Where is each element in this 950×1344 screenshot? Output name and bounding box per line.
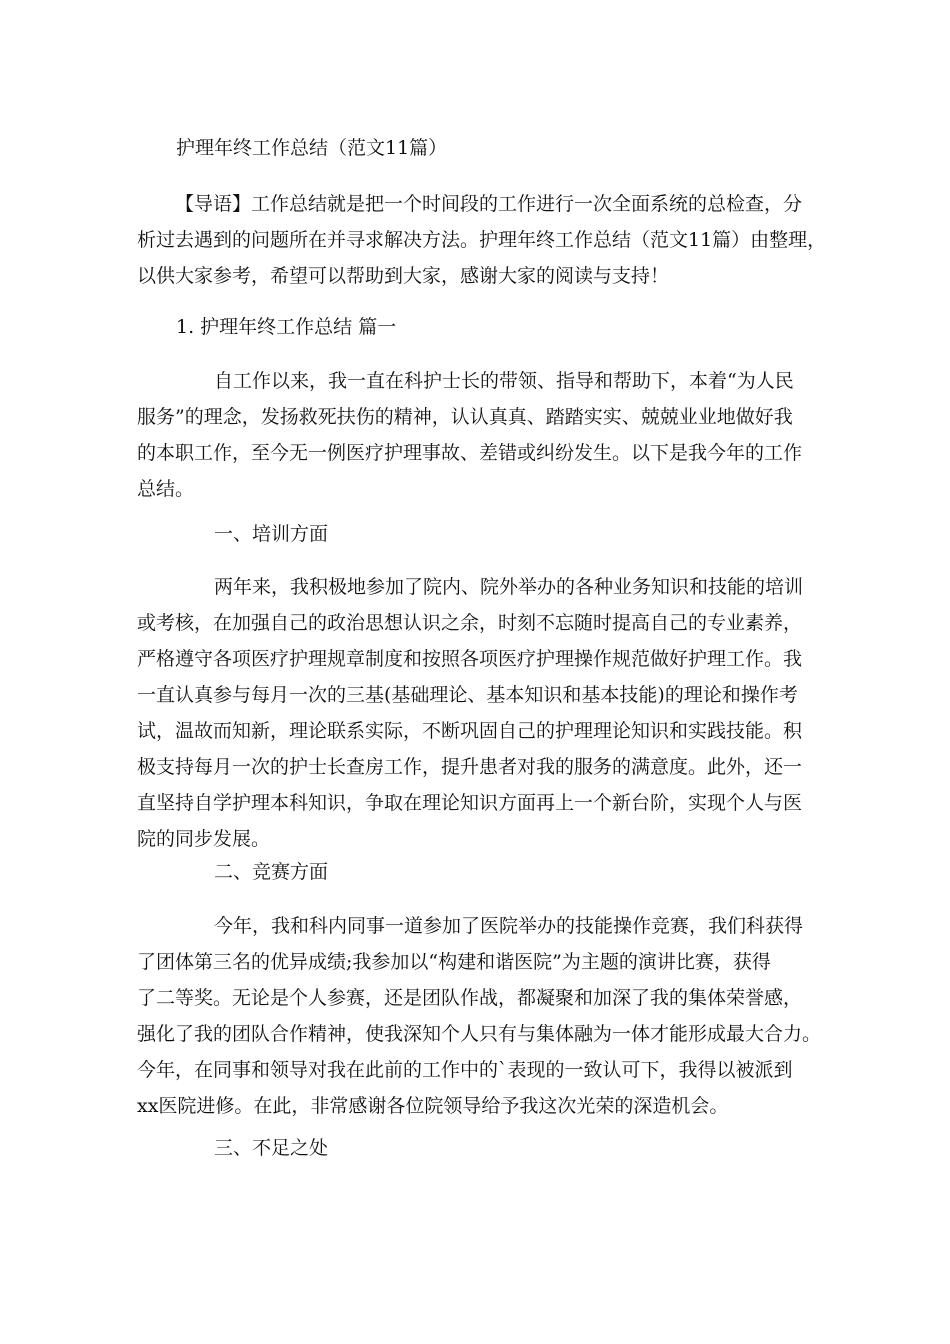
paragraph-line: 今年，我和科内同事一道参加了医院举办的技能操作竞赛，我们科获得 [214,915,804,937]
heading-shortcomings: 三、不足之处 [214,1137,329,1159]
intro-line: 以供大家参考，希望可以帮助到大家，感谢大家的阅读与支持！ [137,265,670,287]
paragraph-line: 直坚持自学护理本科知识，争取在理论知识方面再上一个新台阶，实现个人与医 [137,792,803,814]
heading-training: 一、培训方面 [214,523,329,545]
paragraph-line: 强化了我的团队合作精神，使我深知个人只有与集体融为一体才能形成最大合力。 [137,1023,822,1045]
section-heading: 1. 护理年终工作总结 篇一 [176,316,397,338]
heading-competition: 二、竞赛方面 [214,861,329,883]
paragraph-line: 总结。 [137,478,195,500]
paragraph-line: 自工作以来，我一直在科护士长的带领、指导和帮助下，本着“为人民 [214,370,794,392]
document-title: 护理年终工作总结（范文11篇） [176,137,448,159]
intro-paragraph [137,186,827,294]
paragraph-line: 严格遵守各项医疗护理规章制度和按照各项医疗护理操作规范做好护理工作。我 [137,648,803,670]
paragraph-line: 两年来，我积极地参加了院内、院外举办的各种业务知识和技能的培训 [214,576,804,598]
paragraph-line: 服务”的理念，发扬救死扶伤的精神，认认真真、踏踏实实、兢兢业业地做好我 [137,406,793,428]
paragraph-line: xx医院进修。在此，非常感谢各位院领导给予我这次光荣的深造机会。 [137,1095,729,1117]
paragraph-training [137,569,822,857]
paragraph-line: 一直认真参与每月一次的三基(基础理论、基本知识和基本技能)的理论和操作考 [137,684,798,706]
paragraph-line: 了二等奖。无论是个人参赛，还是团队作战，都凝聚和加深了我的集体荣誉感， [137,987,803,1009]
paragraph-line: 的本职工作，至今无一例医疗护理事故、差错或纠纷发生。以下是我今年的工作 [137,442,803,464]
paragraph-line: 或考核，在加强自己的政治思想认识之余，时刻不忘随时提高自己的专业素养， [137,612,803,634]
paragraph-line: 了团体第三名的优异成绩;我参加以“构建和谐医院”为主题的演讲比赛，获得 [137,951,771,973]
paragraph-competition [137,908,822,1124]
paragraph-intro-work [137,363,822,507]
paragraph-line: 院的同步发展。 [137,828,271,850]
paragraph-line: 极支持每月一次的护士长查房工作，提升患者对我的服务的满意度。此外，还一 [137,756,803,778]
paragraph-line: 试，温故而知新，理论联系实际，不断巩固自己的护理理论知识和实践技能。积 [137,720,803,742]
paragraph-line: 今年，在同事和领导对我在此前的工作中的`表现的一致认可下，我得以被派到 [137,1059,793,1081]
intro-line: 【导语】工作总结就是把一个时间段的工作进行一次全面系统的总检查，分 [175,193,803,215]
intro-line: 析过去遇到的问题所在并寻求解决方法。护理年终工作总结（范文11篇）由整理， [137,229,827,251]
